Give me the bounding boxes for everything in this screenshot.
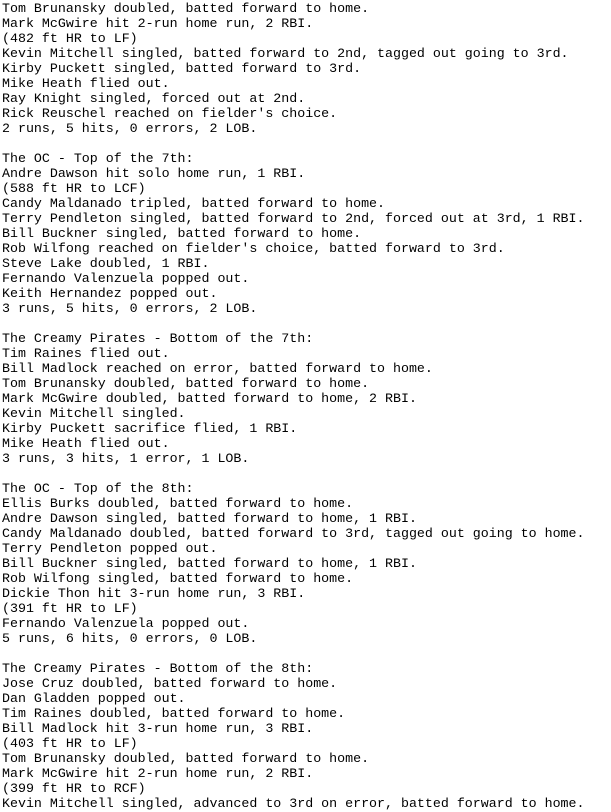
log-line: Kevin Mitchell singled, batted forward to 2nd, tagged out going to 3rd. — [2, 46, 569, 61]
text-document — [2, 1, 611, 811]
log-line: Rick Reuschel reached on fielder's choice. — [2, 106, 338, 121]
log-line: Tom Brunansky doubled, batted forward to home. — [2, 751, 370, 766]
log-line: Rob Wilfong singled, batted forward to home. — [2, 571, 354, 586]
log-line: Dan Gladden popped out. — [2, 691, 186, 706]
log-line: (403 ft HR to LF) — [2, 736, 138, 751]
log-line: Kirby Puckett sacrifice flied, 1 RBI. — [2, 421, 298, 436]
log-line: Mark McGwire hit 2-run home run, 2 RBI. — [2, 16, 314, 31]
log-line: Bill Buckner singled, batted forward to home. — [2, 226, 362, 241]
log-line: Steve Lake doubled, 1 RBI. — [2, 256, 210, 271]
log-line: 5 runs, 6 hits, 0 errors, 0 LOB. — [2, 631, 258, 646]
log-line: 2 runs, 5 hits, 0 errors, 2 LOB. — [2, 121, 258, 136]
log-line: Bill Buckner singled, batted forward to home, 1 RBI. — [2, 556, 417, 571]
log-line: Bill Madlock hit 3-run home run, 3 RBI. — [2, 721, 314, 736]
log-line: Ray Knight singled, forced out at 2nd. — [2, 91, 306, 106]
log-line — [2, 136, 611, 151]
log-line: Terry Pendleton singled, batted forward to 2nd, forced out at 3rd, 1 RBI. — [2, 211, 585, 226]
log-line: Fernando Valenzuela popped out. — [2, 616, 250, 631]
log-line: 3 runs, 3 hits, 1 error, 1 LOB. — [2, 451, 250, 466]
log-line: Jose Cruz doubled, batted forward to home. — [2, 676, 338, 691]
log-line: Terry Pendleton popped out. — [2, 541, 218, 556]
log-line: Mark McGwire doubled, batted forward to home, 2 RBI. — [2, 391, 417, 406]
log-line: (482 ft HR to LF) — [2, 31, 138, 46]
log-line: Andre Dawson hit solo home run, 1 RBI. — [2, 166, 306, 181]
log-line: The Creamy Pirates - Bottom of the 7th: — [2, 331, 314, 346]
log-line: (391 ft HR to LF) — [2, 601, 138, 616]
log-line: Fernando Valenzuela popped out. — [2, 271, 250, 286]
log-line — [2, 316, 611, 331]
log-line: Kevin Mitchell singled. — [2, 406, 186, 421]
log-line: Tom Brunansky doubled, batted forward to home. — [2, 1, 370, 16]
log-line: Mike Heath flied out. — [2, 76, 170, 91]
log-line: Tim Raines doubled, batted forward to home. — [2, 706, 346, 721]
log-line: (399 ft HR to RCF) — [2, 781, 146, 796]
log-line: The OC - Top of the 8th: — [2, 481, 194, 496]
log-line: Mark McGwire hit 2-run home run, 2 RBI. — [2, 766, 314, 781]
log-line: Dickie Thon hit 3-run home run, 3 RBI. — [2, 586, 306, 601]
log-line: Kevin Mitchell singled, advanced to 3rd on error, batted forward to home. — [2, 796, 585, 811]
log-line: Candy Maldanado doubled, batted forward to 3rd, tagged out going to home. — [2, 526, 585, 541]
log-line: 3 runs, 5 hits, 0 errors, 2 LOB. — [2, 301, 258, 316]
log-line: Tim Raines flied out. — [2, 346, 170, 361]
log-line: Rob Wilfong reached on fielder's choice, batted forward to 3rd. — [2, 241, 505, 256]
log-line: The Creamy Pirates - Bottom of the 8th: — [2, 661, 314, 676]
log-line — [2, 646, 611, 661]
log-line: Bill Madlock reached on error, batted forward to home. — [2, 361, 433, 376]
log-line: Keith Hernandez popped out. — [2, 286, 218, 301]
log-line: The OC - Top of the 7th: — [2, 151, 194, 166]
log-line: Ellis Burks doubled, batted forward to home. — [2, 496, 354, 511]
log-line: (588 ft HR to LCF) — [2, 181, 146, 196]
log-line: Tom Brunansky doubled, batted forward to home. — [2, 376, 370, 391]
log-line: Andre Dawson singled, batted forward to home, 1 RBI. — [2, 511, 417, 526]
log-line: Mike Heath flied out. — [2, 436, 170, 451]
log-line — [2, 466, 611, 481]
log-line: Kirby Puckett singled, batted forward to 3rd. — [2, 61, 362, 76]
log-line: Candy Maldanado tripled, batted forward to home. — [2, 196, 386, 211]
